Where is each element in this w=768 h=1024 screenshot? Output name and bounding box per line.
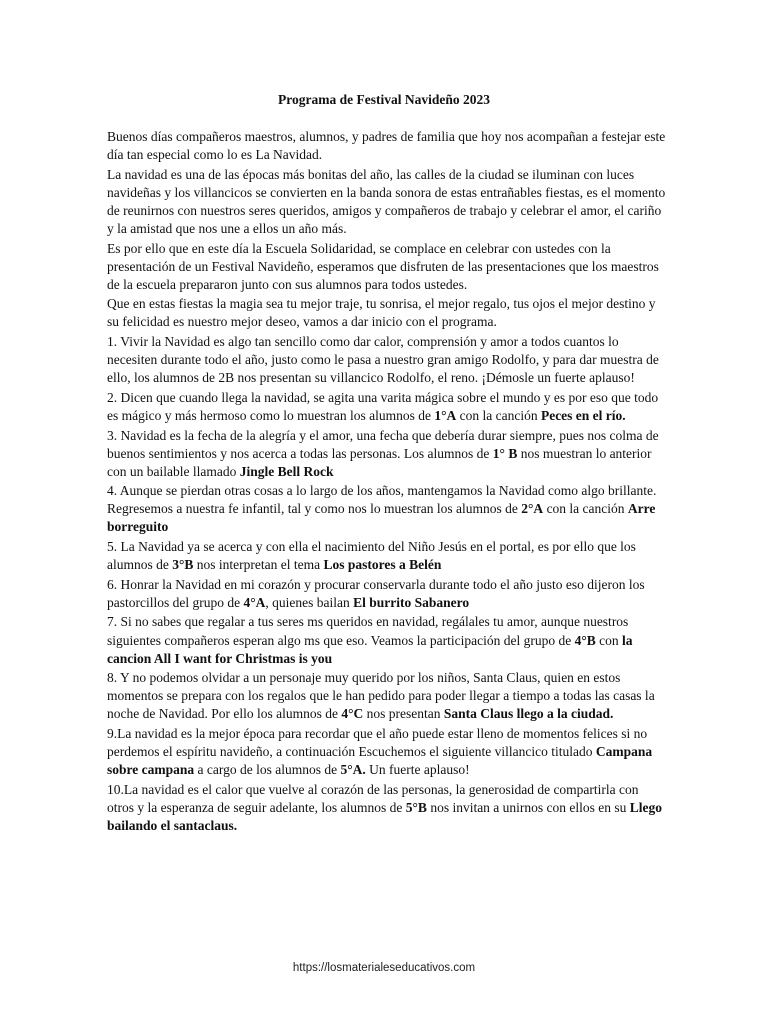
- paragraph-text: 5. La Navidad ya se acerca y con ella el nacimiento del Niño Jesús en el portal, es por ello que los alumnos de: [107, 539, 636, 573]
- paragraph-intro-1: [107, 128, 667, 164]
- bold-text: Jingle Bell Rock: [239, 463, 334, 479]
- bold-text: Arre borreguito: [107, 501, 656, 535]
- paragraph-text: con la canción: [543, 501, 628, 517]
- paragraph-text: 10.La navidad es el calor que vuelve al corazón de las personas, la generosidad de compartirla con otros y la esperanza de seguir adelante, los alumnos de: [107, 781, 639, 815]
- paragraph-item-6: [107, 576, 667, 612]
- paragraph-text: con la canción: [456, 407, 541, 423]
- paragraph-text: con: [595, 632, 623, 648]
- footer-url: https://losmaterialeseducativos.com: [292, 962, 476, 974]
- paragraph-text: a cargo de los alumnos de: [194, 762, 341, 778]
- paragraph-intro-4: [107, 295, 667, 331]
- paragraph-text: 4. Aunque se pierdan otras cosas a lo largo de los años, mantengamos la Navidad como algo brillante. Regresemos a nuestra fe infantil, tal y como nos lo muestran los alumnos de: [107, 483, 657, 517]
- paragraph-text: nos interpretan el tema: [193, 557, 324, 573]
- bold-text: El burrito Sabanero: [353, 594, 470, 610]
- paragraph-text: La navidad es una de las épocas más bonitas del año, las calles de la ciudad se iluminan con luces navideñas y los villancicos se convierten en la banda sonora de estas entrañables fiestas, es el momento de reunirnos con nuestros seres queridos, amigos y compañeros de trabajo y celebrar el amor, el cariño y la amistad que nos une a ellos un año más.: [107, 166, 666, 236]
- paragraph-text: , quienes bailan: [265, 594, 354, 610]
- paragraph-text: nos muestran lo anterior con un bailable llamado: [107, 445, 652, 479]
- document-body: [107, 128, 667, 837]
- paragraph-item-5: [107, 538, 667, 574]
- paragraph-text: 1. Vivir la Navidad es algo tan sencillo como dar calor, comprensión y amor a todos cuantos lo necesiten durante todo el año, justo como le pasa a nuestro gran amigo Rodolfo, y para dar muestra de ello, los alumnos de 2B nos presentan su villancico Rodolfo, el reno. ¡Démosle un fuerte aplauso!: [107, 334, 659, 386]
- paragraph-text: 7. Si no sabes que regalar a tus seres ms queridos en navidad, regálales tu amor, aunque nuestros siguientes compañeros esperan algo ms que eso. Veamos la participación del grupo de: [107, 614, 629, 648]
- bold-text: Peces en el río.: [540, 407, 626, 423]
- bold-text: Campana sobre campana: [107, 744, 653, 778]
- bold-text: 4°C: [341, 706, 364, 722]
- paragraph-text: Es por ello que en este día la Escuela Solidaridad, se complace en celebrar con ustedes con la presentación de un Festival Navideño, esperamos que disfruten de las presentaciones que los maestros de la escuela prepararon junto con sus alumnos para todos ustedes.: [107, 240, 659, 292]
- paragraph-item-4: [107, 482, 667, 536]
- bold-text: 1°A: [434, 407, 457, 423]
- bold-text: Llego bailando el santaclaus.: [107, 799, 663, 833]
- bold-text: 1° B: [492, 445, 518, 461]
- paragraph-text: Que en estas fiestas la magia sea tu mejor traje, tu sonrisa, el mejor regalo, tus ojos el mejor destino y su felicidad es nuestro mejor deseo, vamos a dar inicio con el programa.: [107, 296, 656, 330]
- paragraph-text: 3. Navidad es la fecha de la alegría y el amor, una fecha que debería durar siempre, pues nos colma de buenos sentimientos y nos acerca a todas las personas. Los alumnos de: [107, 427, 659, 461]
- bold-text: 3°B: [172, 557, 194, 573]
- bold-text: la cancion All I want for Christmas is you: [107, 632, 633, 666]
- bold-text: 5°B: [405, 799, 427, 815]
- paragraph-text: nos invitan a unirnos con ellos en su: [426, 799, 630, 815]
- paragraph-text: nos presentan: [363, 706, 444, 722]
- paragraph-item-2: [107, 389, 667, 425]
- bold-text: Los pastores a Belén: [323, 557, 442, 573]
- paragraph-text: 6. Honrar la Navidad en mi corazón y procurar conservarla durante todo el año justo eso dijeron los pastorcillos del grupo de: [107, 576, 645, 610]
- bold-text: 4°B: [574, 632, 596, 648]
- document-title: Programa de Festival Navideño 2023: [278, 92, 490, 107]
- paragraph-text: 9.La navidad es la mejor época para recordar que el año puede estar lleno de momentos felices si no perdemos el espíritu navideño, a continuación Escuchemos el siguiente villancico titulado: [107, 726, 648, 760]
- paragraph-intro-2: [107, 166, 667, 238]
- paragraph-item-9: [107, 725, 667, 779]
- paragraph-text: 8. Y no podemos olvidar a un personaje muy querido por los niños, Santa Claus, quien en estos momentos se prepara con los regalos que le han pedido para poder llegar a tiempo a todas las casas la noche de Navidad. Por ello los alumnos de: [107, 670, 655, 722]
- paragraph-intro-3: [107, 240, 667, 294]
- bold-text: 4°A: [243, 594, 266, 610]
- paragraph-item-1: [107, 333, 667, 387]
- paragraph-text: Un fuerte aplauso!: [365, 762, 470, 778]
- paragraph-text: Buenos días compañeros maestros, alumnos, y padres de familia que hoy nos acompañan a festejar este día tan especial como lo es La Navidad.: [107, 129, 666, 163]
- paragraph-item-10: [107, 781, 667, 835]
- paragraph-item-3: [107, 427, 667, 481]
- paragraph-item-7: [107, 613, 667, 667]
- bold-text: 2°A: [521, 501, 544, 517]
- paragraph-item-8: [107, 669, 667, 723]
- bold-text: 5°A.: [340, 762, 366, 778]
- bold-text: Santa Claus llego a la ciudad.: [443, 706, 614, 722]
- paragraph-text: 2. Dicen que cuando llega la navidad, se agita una varita mágica sobre el mundo y es por eso que todo es mágico y más hermoso como lo muestran los alumnos de: [107, 389, 659, 423]
